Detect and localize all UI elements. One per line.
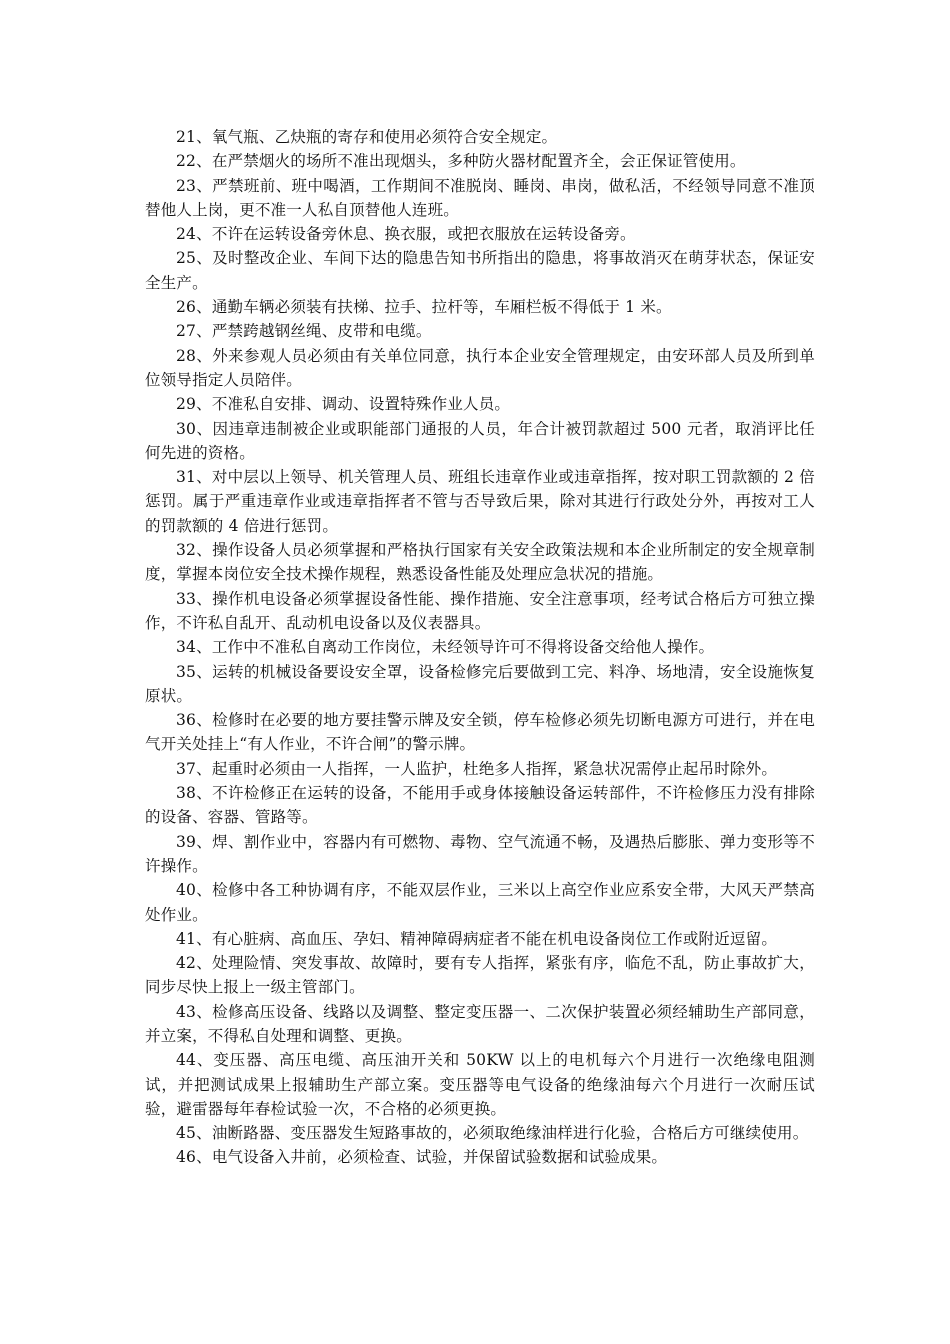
rule-paragraph-33: 33、操作机电设备必须掌握设备性能、操作措施、安全注意事项，经考试合格后方可独立操作，不许私自乱开、乱动机电设备以及仪表器具。 bbox=[145, 589, 815, 632]
document-page bbox=[145, 125, 815, 1170]
rule-paragraph-31: 31、对中层以上领导、机关管理人员、班组长违章作业或违章指挥，按对职工罚款额的 2 倍惩罚。属于严重违章作业或违章指挥者不管与否导致后果，除对其进行行政处分外，再按对工人的罚款额的 4 倍进行惩罚。 bbox=[145, 468, 815, 535]
rule-paragraph-23: 23、严禁班前、班中喝酒，工作期间不准脱岗、睡岗、串岗，做私活，不经领导同意不准顶替他人上岗，更不准一人私自顶替他人连班。 bbox=[145, 176, 815, 219]
rule-paragraph-26: 26、通勤车辆必须装有扶梯、拉手、拉杆等，车厢栏板不得低于 1 米。 bbox=[176, 298, 672, 317]
rule-paragraph-34: 34、工作中不准私自离动工作岗位，未经领导许可不得将设备交给他人操作。 bbox=[176, 638, 715, 657]
rule-paragraph-22: 22、在严禁烟火的场所不准出现烟头，多种防火器材配置齐全，会正保证管使用。 bbox=[176, 152, 746, 171]
rule-paragraph-42: 42、处理险情、突发事故、故障时，要有专人指挥，紧张有序，临危不乱，防止事故扩大，同步尽快上报上一级主管部门。 bbox=[145, 954, 815, 997]
rule-paragraph-32: 32、操作设备人员必须掌握和严格执行国家有关安全政策法规和本企业所制定的安全规章制度，掌握本岗位安全技术操作规程，熟悉设备性能及处理应急状况的措施。 bbox=[145, 541, 815, 584]
rule-paragraph-27: 27、严禁跨越钢丝绳、皮带和电缆。 bbox=[176, 322, 432, 341]
rule-paragraph-44: 44、变压器、高压电缆、高压油开关和 50KW 以上的电机每六个月进行一次绝缘电阻测试，并把测试成果上报辅助生产部立案。变压器等电气设备的绝缘油每六个月进行一次耐压试验，避雷器每年春检试验一次，不合格的必须更换。 bbox=[145, 1051, 815, 1118]
rule-paragraph-41: 41、有心脏病、高血压、孕妇、精神障碍病症者不能在机电设备岗位工作或附近逗留。 bbox=[176, 929, 778, 948]
rule-paragraph-36: 36、检修时在必要的地方要挂警示牌及安全锁，停车检修必须先切断电源方可进行，并在电气开关处挂上“有人作业，不许合闸”的警示牌。 bbox=[145, 711, 815, 754]
rule-paragraph-28: 28、外来参观人员必须由有关单位同意，执行本企业安全管理规定，由安环部人员及所到单位领导指定人员陪伴。 bbox=[145, 346, 815, 389]
rule-paragraph-30: 30、因违章违制被企业或职能部门通报的人员，年合计被罚款超过 500 元者，取消评比任何先进的资格。 bbox=[145, 419, 815, 462]
rule-paragraph-25: 25、及时整改企业、车间下达的隐患告知书所指出的隐患，将事故消灭在萌芽状态，保证安全生产。 bbox=[145, 249, 815, 292]
rule-paragraph-39: 39、焊、割作业中，容器内有可燃物、毒物、空气流通不畅，及遇热后膨胀、弹力变形等不许操作。 bbox=[145, 832, 815, 875]
rule-paragraph-24: 24、不许在运转设备旁休息、换衣服，或把衣服放在运转设备旁。 bbox=[176, 225, 636, 244]
rule-paragraph-21: 21、氧气瓶、乙炔瓶的寄存和使用必须符合安全规定。 bbox=[176, 128, 558, 146]
rule-paragraph-29: 29、不准私自安排、调动、设置特殊作业人员。 bbox=[176, 395, 511, 414]
rule-paragraph-40: 40、检修中各工种协调有序，不能双层作业，三米以上高空作业应系安全带，大风天严禁高处作业。 bbox=[145, 881, 815, 924]
rule-paragraph-38: 38、不许检修正在运转的设备，不能用手或身体接触设备运转部件，不许检修压力没有排除的设备、容器、管路等。 bbox=[145, 784, 815, 827]
rule-paragraph-45: 45、油断路器、变压器发生短路事故的，必须取绝缘油样进行化验，合格后方可继续使用。 bbox=[176, 1124, 809, 1143]
rule-paragraph-46: 46、电气设备入井前，必须检查、试验，并保留试验数据和试验成果。 bbox=[176, 1148, 668, 1167]
rule-paragraph-43: 43、检修高压设备、线路以及调整、整定变压器一、二次保护装置必须经辅助生产部同意，并立案，不得私自处理和调整、更换。 bbox=[145, 1002, 815, 1045]
rule-paragraph-35: 35、运转的机械设备要设安全罩，设备检修完后要做到工完、料净、场地清，安全设施恢复原状。 bbox=[145, 662, 815, 705]
rule-paragraph-37: 37、起重时必须由一人指挥，一人监护，杜绝多人指挥，紧急状况需停止起吊时除外。 bbox=[176, 759, 778, 778]
